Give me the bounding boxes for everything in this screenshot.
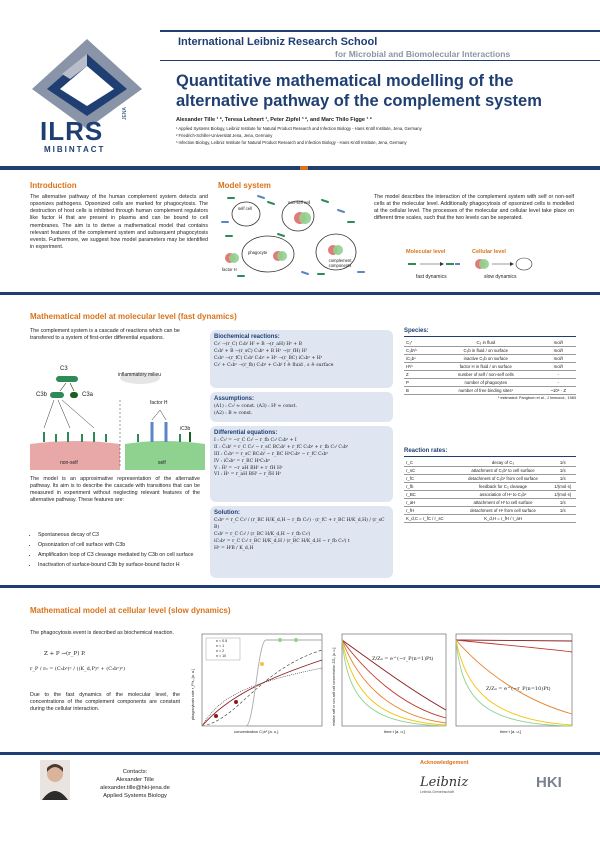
person-icon — [40, 760, 70, 800]
section-divider-3 — [0, 752, 600, 755]
mol-level-label: Molecular level — [406, 249, 446, 255]
section-divider-2 — [0, 585, 600, 588]
table-cell: Z — [404, 371, 431, 379]
table-row — [404, 507, 576, 515]
table-cell: factor H in fluid / on surface — [431, 363, 540, 371]
contact-email[interactable]: alexander.tille@hki-jena.de — [100, 785, 170, 792]
table-cell: K_d,C = r_fC / r_sC — [404, 515, 456, 523]
table-cell: mol/l — [540, 363, 576, 371]
affiliation-2: ² Friedrich-Schiller-Universität Jena, Jena, Germany — [176, 133, 273, 138]
cellular-text1: The phagocytosis event is described as biochemical reaction. — [30, 630, 174, 636]
page-title-line1: Quantitative mathematical modelling of the — [176, 72, 514, 90]
assumption-line: (A2) : B ≈ const. — [214, 410, 253, 416]
legend-entry: n = 2 — [216, 649, 225, 653]
table-row — [404, 387, 576, 395]
rates-table — [404, 459, 576, 523]
table-cell: B — [404, 387, 431, 395]
label-c3b: C3b — [36, 392, 48, 398]
label-c3: C3 — [60, 366, 68, 372]
solution-line: C₃bˢ = r_C C₃ᶠ / (r_BC H/K_d,H − r_fb C₃ᶠ) · (r_fC + r_BC H/K_d,H) / (r_sC B) — [214, 518, 385, 530]
table-cell: C₃ in fluid — [431, 339, 540, 347]
phagocytosis-rate-chart — [188, 630, 328, 740]
features-list — [38, 532, 198, 573]
table-row — [404, 475, 576, 483]
table-cell: 1/(mol·s) — [550, 483, 576, 491]
assumption-line: (A1) : C₃ᶠ ≈ const. (A3) : Hᶠ ≈ const. — [214, 404, 297, 409]
leibniz-logo-sub: Leibniz-Gemeinschaft — [420, 790, 454, 794]
molecular-title: Mathematical model at molecular level (fast dynamics) — [30, 312, 237, 321]
contact-group: Applied Systems Biology — [103, 793, 167, 800]
contacts-label: Contacts: — [122, 769, 148, 775]
table-cell — [550, 515, 576, 523]
table-row — [404, 355, 576, 363]
reaction-line: C₃ᶠ + C₃bˢ →(r_fb) C₃bˢ + C₃bᶠ f ≙ fluid , s ≙ surface — [214, 362, 334, 368]
diff-eq-line: II : Ċ₃bᶠ = r_C C₃ᶠ − r_sC BC₃bᶠ + r_fC C₃bˢ + r_fb C₃ᶠ C₃bˢ — [214, 444, 349, 450]
species-title: Species: — [404, 328, 576, 337]
reactions-box — [210, 330, 393, 388]
intro-text: The alternative pathway of the human complement system detects and opsonizes pathogens. Opsonized cells are marked for phagocytosis. The destruction of host cells is inhibited through human complement regulators like factor H that are present in plasma and can be bound to cell membranes. The aim is to derive a mathematical model that contains relevant features of the complement system and subsequent phagocytosis events. Furthermore, we suggest how model parameters may be identified in experiment. — [30, 194, 208, 250]
feature-item: • Spontaneous decay of C3 — [38, 532, 198, 539]
chart1-xlabel: concentration C₃bˢ [a. u.] — [234, 729, 279, 734]
level-molecule-icon — [406, 257, 536, 271]
species-table — [404, 339, 576, 395]
level-icons — [406, 257, 536, 271]
table-cell: number of free binding sites¹ — [431, 387, 540, 395]
phagocytosis-rate-eq: r_P / r₀ = (C₃bˢ)ⁿ / ((K_d,P)ⁿ + (C₃bˢ)ⁿ) — [30, 666, 126, 672]
rates-title: Reaction rates: — [404, 448, 576, 457]
table-cell: r_fH — [404, 507, 456, 515]
table-row — [404, 467, 576, 475]
authors: Alexander Tille ¹ ², Teresa Lehnert ¹, Peter Zipfel ³ ², and Marc Thilo Figge ¹ ² — [176, 117, 372, 123]
molecular-text2: The model is an approximative representation of the alternative pathway. Its aim is to describe the cascade with transitions that can be measured in experiment without neglecting relevant features of the alternative pathway. These features are: — [30, 476, 200, 504]
legend-entry: n = 1 — [216, 644, 225, 648]
solution-line: iC₃bˢ = r_C C₃ᶠ r_BC H/K_d,H / (r_BC H/K_d,H − r_fb C₃ᶠ) t — [214, 538, 350, 544]
feature-item: • Amplification loop of C3 cleavage mediated by C3b on cell surface — [38, 552, 198, 559]
slow-dynamics-label: slow dynamics — [484, 274, 517, 280]
feature-item: • Opsonization of cell surface with C3b — [38, 542, 198, 549]
label-milieu: inflammatory milieu — [118, 372, 162, 378]
diff-eq-line: III : Ċ₃bˢ = r_sC BC₃bᶠ − r_BC HˢC₃bˢ − r_fC C₃bˢ — [214, 451, 329, 457]
table-row — [404, 347, 576, 355]
table-cell: association of Hˢ to C₃bˢ — [456, 491, 549, 499]
table-row — [404, 371, 576, 379]
table-cell: attachment of C₃bᶠ to cell surface — [456, 467, 549, 475]
reactions-title: Biochemical reactions: — [214, 334, 280, 340]
section-divider-1 — [0, 292, 600, 295]
label-nonself-cell: non-self cell — [288, 200, 311, 205]
table-cell: ~10⁵ · Z — [540, 387, 576, 395]
species-footnote: ¹ estimated: Pangburn et al., J Immunol., 1983 — [498, 396, 576, 400]
reaction-line: C₃bˢ →(r_fC) C₃bᶠ C₃bˢ + Hˢ →(r_BC) iC₃bˢ + Hˢ — [214, 355, 323, 361]
table-cell: r_sC — [404, 467, 456, 475]
chart2-xlabel: time t [a. u.] — [384, 729, 405, 734]
hki-logo — [536, 774, 576, 804]
fast-dynamics-label: fast dynamics — [416, 274, 447, 280]
label-nonself: non-self — [60, 460, 78, 466]
table-cell: mol/l — [540, 347, 576, 355]
table-row — [404, 491, 576, 499]
cascade-figure — [30, 360, 205, 470]
legend-entry: n = 10 — [216, 654, 227, 658]
table-cell: r_fC — [404, 475, 456, 483]
legend-entry: n = 0.5 — [216, 639, 228, 643]
model-system-title: Model system — [218, 181, 271, 190]
table-row — [404, 379, 576, 387]
chart1-ylabel: phagocytosis rate r_P/r₀ [a. u.] — [191, 668, 195, 720]
reaction-line: C₃bᶠ + B →(r_sC) C₃bˢ + B Hˢ →(r_fH) Hᶠ — [214, 348, 307, 354]
table-cell: 1/s — [550, 475, 576, 483]
logo-text: ILRS — [40, 116, 104, 146]
table-cell: C₃bᶠ/ˢ — [404, 347, 431, 355]
header-top-bar — [160, 30, 600, 32]
table-cell: mol/l — [540, 355, 576, 363]
table-cell: C₃b in fluid / on surface — [431, 347, 540, 355]
cellular-title: Mathematical model at cellular level (slow dynamics) — [30, 606, 231, 615]
table-cell: K_d,H = r_fH / r_aH — [456, 515, 549, 523]
table-cell: number of phagocytes — [431, 379, 540, 387]
header-bottom-accent — [300, 166, 308, 170]
logo — [22, 34, 152, 164]
cell-level-label: Cellular level — [472, 249, 506, 255]
header-mid-bar — [160, 60, 600, 61]
table-cell: 1/s — [550, 459, 576, 467]
species-section — [404, 328, 576, 401]
table-row — [404, 339, 576, 347]
table-row — [404, 363, 576, 371]
table-cell: - — [540, 371, 576, 379]
table-cell: P — [404, 379, 431, 387]
diff-eq-line: VI : Ḣˢ = r_aH BHᶠ − r_fH Hˢ — [214, 472, 282, 478]
cellular-text2: Due to the fast dynamics of the molecular level, the concentrations of the complement components are constant during the cellular interaction. — [30, 692, 180, 713]
table-cell: Hᶠ/ˢ — [404, 363, 431, 371]
table-row — [404, 515, 576, 523]
table-cell: r_C — [404, 459, 456, 467]
table-row — [404, 459, 576, 467]
assumptions-box — [210, 392, 393, 422]
table-cell: inactive C₃b on surface — [431, 355, 540, 363]
table-cell: C₃ᶠ — [404, 339, 431, 347]
table-row — [404, 483, 576, 491]
diff-eq-line: I : Ċ₃ᶠ = −r_C C₃ᶠ − r_fb C₃ᶠ C₃bˢ + I — [214, 438, 297, 443]
label-phagocyte: phagocyte — [248, 250, 268, 255]
label-self: self — [158, 460, 166, 466]
molecular-text1: The complement system is a cascade of reactions which can be transfered to a system of first-order differential equations. — [30, 328, 180, 342]
label-self-cell: self cell — [238, 206, 252, 211]
table-cell: - — [540, 379, 576, 387]
cell-concentration-chart-n1 — [330, 630, 450, 740]
chart3-svg — [452, 630, 576, 740]
label-factor-h: factor H — [222, 267, 237, 272]
model-system-text: The model describes the interaction of the complement system with self or non-self cells at the molecular level. Additionally phagocytosis of opsonized cells is modelled at the cellular level. The processes of the molecular and cellular level take place on different time scales, such that the two levels can be seperated. — [374, 194, 574, 222]
school-sub: for Microbial and Biomolecular Interactions — [335, 49, 511, 59]
diff-eq-line: V : Ḣᶠ = −r_aH BHᶠ + r_fH Hˢ — [214, 465, 283, 471]
label-c3a: C3a — [82, 392, 94, 398]
chart3-equation: Z/Z₀ = e^(−r_P(n=10)Pt) — [486, 686, 551, 692]
rates-section — [404, 448, 576, 523]
diff-eq-line: IV : iĊ₃bˢ = r_BC HˢC₃bˢ — [214, 458, 271, 464]
table-cell: 1/s — [550, 467, 576, 475]
phagocytosis-reaction: Z + P →(r_P) P. — [44, 651, 86, 657]
affiliation-3: ³ Infection Biology, Leibniz Institute for Natural Product Research and Infection Biology - Hans Knöll Institute, Jena, Germany — [176, 140, 407, 145]
school-name: International Leibniz Research School — [178, 36, 378, 48]
affiliation-1: ¹ Applied Systems Biology, Leibniz Institute for Natural Product Research and Infection Biology - Hans Knöll Institute, Jena, Germany — [176, 126, 422, 131]
table-cell: r_fb — [404, 483, 456, 491]
label-ic3b: iC3b — [180, 426, 191, 432]
table-cell: attachment of Hᶠ to cell surface — [456, 499, 549, 507]
table-cell: decay of C₃ — [456, 459, 549, 467]
contact-avatar — [40, 760, 70, 800]
chart2-ylabel: relative self or non-self cell concentration Z/Z₀ [a. u.] — [332, 647, 336, 726]
table-row — [404, 499, 576, 507]
intro-title: Introduction — [30, 181, 77, 190]
table-cell: mol/l — [540, 339, 576, 347]
solution-line: C₃bᶠ = r_C C₃ᶠ / (r_BC H/K_d,H − r_fb C₃ᶠ) — [214, 531, 311, 537]
chart3-xlabel: time t [a. u.] — [500, 729, 521, 734]
table-cell: 1/(mol·s) — [550, 491, 576, 499]
hki-logo-text: HKI — [536, 774, 562, 791]
table-cell: r_aH — [404, 499, 456, 507]
reaction-line: C₃ᶠ →(r_C) C₃bᶠ Hᶠ + B →(r_aH) Hˢ + B — [214, 342, 302, 347]
chart2-svg — [330, 630, 450, 740]
table-cell: detachment of C₃bˢ from cell surface — [456, 475, 549, 483]
table-cell: number of self / non-self cells — [431, 371, 540, 379]
label-factor-h-fig: factor H — [150, 400, 168, 406]
leibniz-logo-text: Leibniz — [420, 775, 469, 790]
page-title-line2: alternative pathway of the complement system — [176, 92, 542, 110]
model-system-figure — [218, 192, 368, 282]
feature-item: • Inactivation of surface-bound C3b by surface-bound factor H — [38, 562, 198, 569]
table-cell: feedback for C₃ cleavage — [456, 483, 549, 491]
assumptions-title: Assumptions: — [214, 396, 255, 402]
logo-side: JENA — [122, 107, 128, 120]
leibniz-logo — [420, 775, 480, 805]
solution-box — [210, 506, 393, 578]
contacts-block — [80, 768, 190, 800]
label-components: complement components — [328, 258, 352, 269]
contact-name: Alexander Tille — [115, 777, 155, 784]
solution-title: Solution: — [214, 510, 240, 516]
table-cell: 1/s — [550, 507, 576, 515]
cell-concentration-chart-n10 — [452, 630, 576, 740]
table-cell: iC₃bˢ — [404, 355, 431, 363]
solution-line: Hˢ = HᶠB / K_d,H — [214, 545, 254, 551]
acknowledgement-label: Acknowledgement — [420, 760, 469, 766]
differential-box — [210, 426, 393, 502]
differential-title: Differential equations: — [214, 430, 278, 436]
logo-sub: MIBINTACT — [44, 145, 106, 154]
table-cell: detachment of Hˢ from cell surface — [456, 507, 549, 515]
chart2-equation: Z/Z₀ = e^(−r_P(n=1)Pt) — [372, 656, 434, 662]
table-cell: 1/s — [550, 499, 576, 507]
table-cell: r_BC — [404, 491, 456, 499]
rate-chart-svg — [188, 630, 328, 740]
